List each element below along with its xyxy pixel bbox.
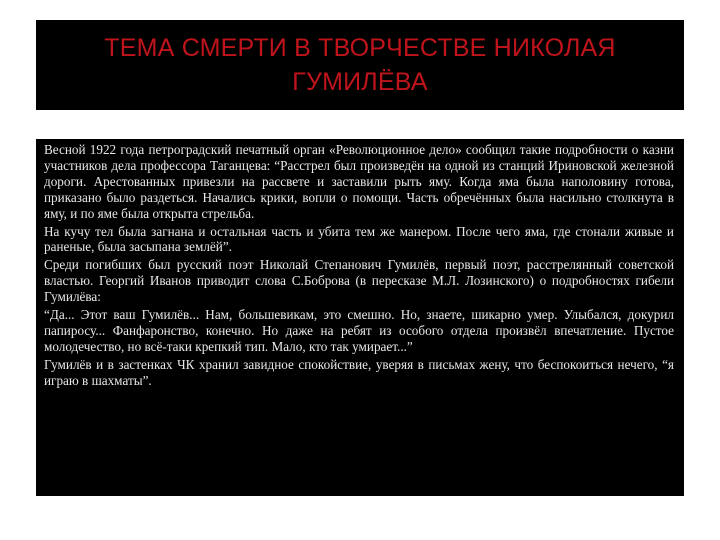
body-paragraph-3: Среди погибших был русский поэт Николай Степанович Гумилёв, первый поэт, расстрелянный советской властью. Георгий Иванов приводит слова С.Боброва (в пересказе М.Л. Лозинского) о подробностях гибели Гумилёва: <box>44 257 674 305</box>
body-paragraph-1: Весной 1922 года петроградский печатный орган «Революционное дело» сообщил такие подробности о казни участников дела профессора Таганцева: “Расстрел был произведён на одной из станций Ириновской железной дороги. Арестованных привезли на рассвете и заставили рыть яму. Когда яма была наполовину готова, приказано было раздеться. Начались крики, вопли о помощи. Часть обречённых была насильно столкнута в яму, и по яме была открыта стрельба. <box>44 142 674 221</box>
title-panel <box>36 20 684 110</box>
body-paragraph-2: На кучу тел была загнана и остальная часть и убита тем же манером. После чего яма, где стонали живые и раненые, была засыпана землёй”. <box>44 223 674 255</box>
body-paragraph-4: “Да... Этот ваш Гумилёв... Нам, большевикам, это смешно. Но, знаете, шикарно умер. Улыбался, докурил папиросу... Фанфаронство, конечно. Но даже на ребят из особого отдела произвёл впечатление. Пустое молодечество, но всё-таки крепкий тип. Мало, кто так умирает...” <box>44 307 674 354</box>
body-paragraph-5: Гумилёв и в застенках ЧК хранил завидное спокойствие, уверяя в письмах жену, что беспокоиться нечего, “я играю в шахматы”. <box>44 356 674 388</box>
slide-title: ТЕМА СМЕРТИ В ТВОРЧЕСТВЕ НИКОЛАЯ ГУМИЛЁВА <box>104 34 616 96</box>
body-panel <box>36 139 684 496</box>
